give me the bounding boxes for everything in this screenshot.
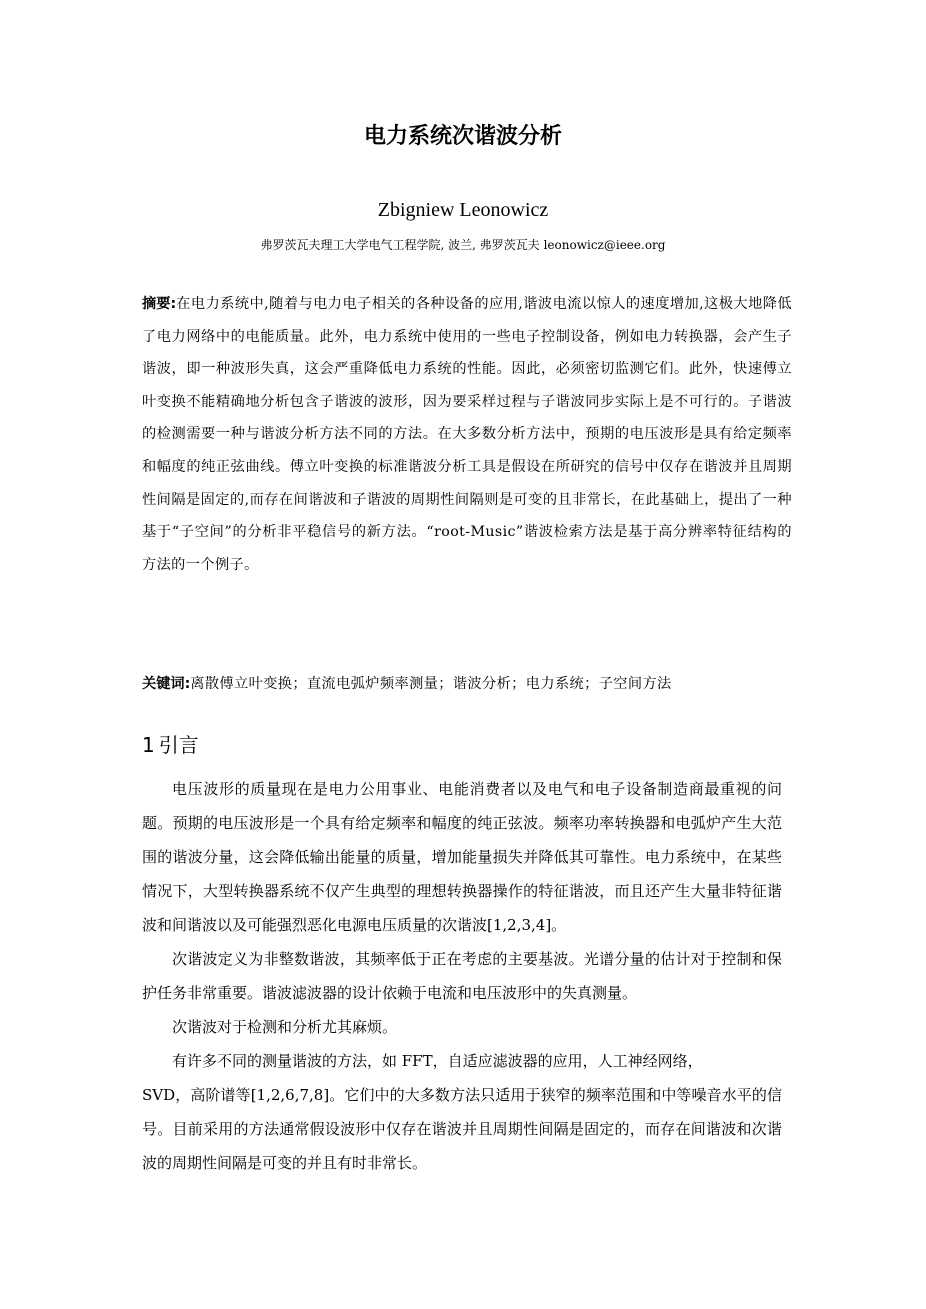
section-number: 1 <box>142 733 155 757</box>
paragraph: 电压波形的质量现在是电力公用事业、电能消费者以及电气和电子设备制造商最重视的问题。预期的电压波形是一个具有给定频率和幅度的纯正弦波。频率功率转换器和电弧炉产生大范围的谐波分量，这会降低输出能量的质量，增加能量损失并降低其可靠性。电力系统中，在某些情况下，大型转换器系统不仅产生典型的理想转换器操作的特征谐波，而且还产生大量非特征谐波和间谐波以及可能强烈恶化电源电压质量的次谐波[1,2,3,4]。 <box>142 780 782 934</box>
section-body <box>142 772 782 1180</box>
paragraph: 次谐波对于检测和分析尤其麻烦。 <box>172 1018 398 1036</box>
section-heading <box>142 730 199 760</box>
keywords-text: 离散傅立叶变换；直流电弧炉频率测量；谐波分析；电力系统；子空间方法 <box>190 676 672 692</box>
paragraph: 有许多不同的测量谐波的方法，如 FFT，自适应滤波器的应用，人工神经网络， <box>172 1052 703 1070</box>
abstract <box>142 288 792 581</box>
abstract-text: 在电力系统中,随着与电力电子相关的各种设备的应用,谐波电流以惊人的速度增加,这极大地降低了电力网络中的电能质量。此外，电力系统中使用的一些电子控制设备，例如电力转换器，会产生子谐波，即一种波形失真，这会严重降低电力系统的性能。因此，必须密切监测它们。此外，快速傅立叶变换不能精确地分析包含子谐波的波形，因为要采样过程与子谐波同步实际上是不可行的。子谐波的检测需要一种与谐波分析方法不同的方法。在大多数分析方法中，预期的电压波形是具有给定频率和幅度的纯正弦曲线。傅立叶变换的标准谐波分析工具是假设在所研究的信号中仅存在谐波并且周期性间隔是固定的,而存在间谐波和子谐波的周期性间隔则是可变的且非常长，在此基础上，提出了一种基于“子空间”的分析非平稳信号的新方法。“root-Music”谐波检索方法是基于高分辨率特征结构的方法的一个例子。 <box>142 296 792 573</box>
author-name: Zbigniew Leonowicz <box>377 199 549 221</box>
paper-title: 电力系统次谐波分析 <box>363 124 562 149</box>
section-title: 引言 <box>158 733 199 757</box>
abstract-label: 摘要: <box>142 296 177 312</box>
keywords <box>142 671 792 697</box>
paragraph: 次谐波定义为非整数谐波，其频率低于正在考虑的主要基波。光谱分量的估计对于控制和保护任务非常重要。谐波滤波器的设计依赖于电流和电压波形中的失真测量。 <box>142 950 782 1002</box>
author-affiliation: 弗罗茨瓦夫理工大学电气工程学院, 波兰, 弗罗茨瓦夫 leonowicz@ieee.org <box>260 238 666 252</box>
keywords-label: 关键词: <box>142 676 191 692</box>
paragraph: SVD，高阶谱等[1,2,6,7,8]。它们中的大多数方法只适用于狭窄的频率范围和中等噪音水平的信号。目前采用的方法通常假设波形中仅存在谐波并且周期性间隔是固定的，而存在间谐波和次谐波的周期性间隔是可变的并且有时非常长。 <box>142 1086 782 1172</box>
